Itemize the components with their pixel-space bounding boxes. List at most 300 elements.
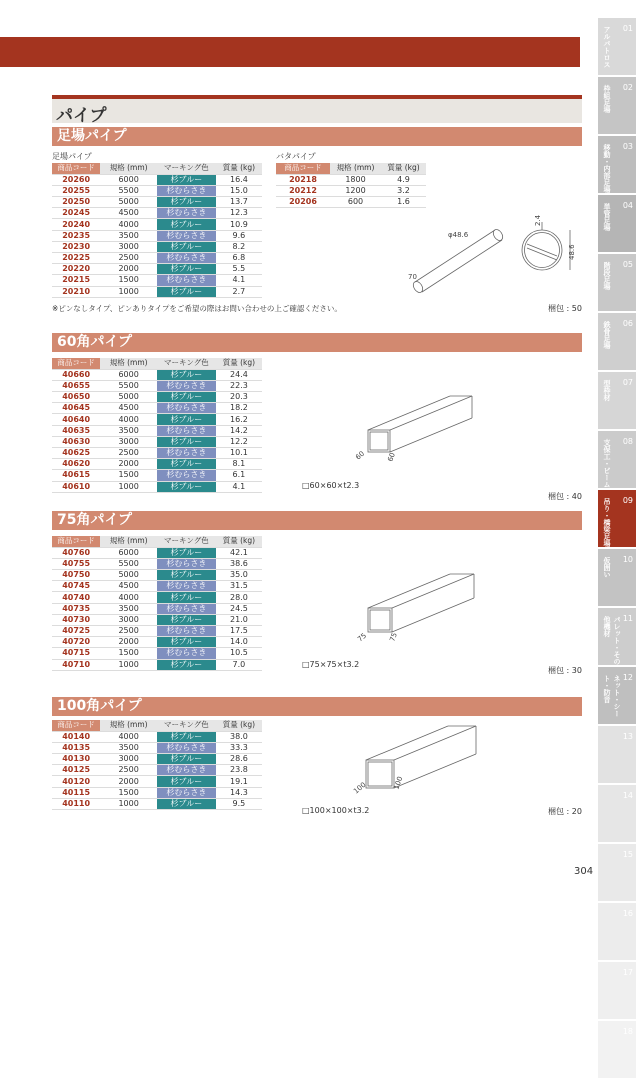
cell-mark: 杉むらさき [157, 470, 216, 481]
pipe-100-drawing [350, 720, 480, 805]
cell-weight: 24.5 [216, 603, 262, 614]
cell-weight: 1.6 [381, 197, 426, 208]
cell-mark: 杉むらさき [157, 253, 216, 264]
header-size: 規格 (mm) [100, 358, 157, 369]
cell-mark: 杉ブルー [157, 436, 216, 447]
cell-size: 4500 [100, 208, 157, 219]
cell-weight: 19.1 [216, 776, 262, 787]
cell-weight: 2.7 [216, 286, 262, 297]
cell-weight: 5.5 [216, 264, 262, 275]
bata-pipe-table [276, 163, 426, 208]
chapter-tab-number: 12 [622, 673, 633, 682]
chapter-tab-04[interactable] [598, 195, 636, 254]
cell-size: 3000 [100, 614, 157, 625]
header-code: 商品コード [52, 536, 100, 547]
cell-weight: 38.6 [216, 558, 262, 569]
cell-weight: 23.8 [216, 765, 262, 776]
cell-mark: 杉ブルー [157, 174, 216, 185]
cell-code: 20212 [276, 185, 330, 196]
cell-weight: 42.1 [216, 547, 262, 558]
table-row [52, 742, 262, 753]
table-row [52, 614, 262, 625]
table-row [52, 197, 262, 208]
bata-table-label: バタパイプ [276, 152, 316, 161]
cell-code: 20250 [52, 197, 100, 208]
cell-size: 1000 [100, 798, 157, 809]
cell-code: 40125 [52, 765, 100, 776]
table-row [52, 481, 262, 492]
chapter-tab-label: 単管足場 [603, 203, 611, 231]
cell-weight: 10.1 [216, 448, 262, 459]
table-row [52, 425, 262, 436]
table-header-row [52, 163, 262, 174]
cell-size: 600 [330, 197, 381, 208]
table-row [52, 754, 262, 765]
section-heading-75: 75角パイプ [52, 511, 582, 530]
cell-code: 40615 [52, 470, 100, 481]
cell-mark: 杉ブルー [157, 197, 216, 208]
cell-mark: 杉ブルー [157, 614, 216, 625]
chapter-tab-16[interactable] [598, 903, 636, 962]
cell-size: 3500 [100, 425, 157, 436]
cell-weight: 9.5 [216, 798, 262, 809]
chapter-tab-number: 11 [622, 614, 633, 623]
pipe-60-table [52, 358, 262, 493]
cell-size: 3500 [100, 230, 157, 241]
chapter-tab-label: 仮囲い [603, 557, 611, 578]
cell-code: 20260 [52, 174, 100, 185]
header-code: 商品コード [276, 163, 330, 174]
pipe-100-d1: 100 [352, 780, 368, 796]
cell-mark: 杉ブルー [157, 659, 216, 670]
table-row [52, 414, 262, 425]
cell-mark: 杉むらさき [157, 765, 216, 776]
chapter-tab-05[interactable] [598, 254, 636, 313]
chapter-tab-03[interactable] [598, 136, 636, 195]
cell-mark: 杉ブルー [157, 392, 216, 403]
header-mark: マーキング色 [157, 358, 216, 369]
chapter-tab-number: 10 [622, 555, 633, 564]
cell-code: 40610 [52, 481, 100, 492]
cell-size: 3500 [100, 603, 157, 614]
chapter-tab-number: 01 [622, 24, 633, 33]
pipe-75-spec: □75×75×t3.2 [302, 660, 360, 669]
cell-size: 6000 [100, 547, 157, 558]
cell-weight: 4.1 [216, 481, 262, 492]
cell-code: 40750 [52, 570, 100, 581]
chapter-tab-label: 吊り・橋梁足場 [603, 498, 611, 547]
cell-size: 1500 [100, 275, 157, 286]
cell-size: 5500 [100, 380, 157, 391]
top-bar [0, 37, 580, 67]
cell-code: 20245 [52, 208, 100, 219]
cell-weight: 14.0 [216, 637, 262, 648]
cell-mark: 杉ブルー [157, 459, 216, 470]
table-row [52, 208, 262, 219]
cell-size: 1200 [330, 185, 381, 196]
table-row [276, 185, 426, 196]
chapter-tab-number: 14 [622, 791, 633, 800]
cell-weight: 38.0 [216, 731, 262, 742]
pipe-75-d2: 75 [388, 631, 399, 643]
table-row [52, 592, 262, 603]
table-header-row [52, 358, 262, 369]
cell-code: 20210 [52, 286, 100, 297]
chapter-tab-number: 17 [622, 968, 633, 977]
pipe-100-pack: 梱包 : 20 [548, 807, 582, 816]
chapter-tab-18[interactable] [598, 1021, 636, 1080]
cell-size: 4000 [100, 414, 157, 425]
chapter-tab-number: 06 [622, 319, 633, 328]
table-row [52, 230, 262, 241]
cell-code: 20225 [52, 253, 100, 264]
cell-mark: 杉ブルー [157, 286, 216, 297]
table-row [52, 253, 262, 264]
cell-code: 40135 [52, 742, 100, 753]
cell-size: 2000 [100, 264, 157, 275]
chapter-tab-label: 型枠材 [603, 380, 611, 401]
chapter-tab-number: 04 [622, 201, 633, 210]
cell-weight: 8.1 [216, 459, 262, 470]
chapter-tab-15[interactable] [598, 844, 636, 903]
header-code: 商品コード [52, 720, 100, 731]
header-mark: マーキング色 [157, 720, 216, 731]
chapter-tab-10[interactable] [598, 549, 636, 608]
pipe-60-drawing [350, 390, 480, 470]
cell-size: 5000 [100, 570, 157, 581]
cell-code: 40745 [52, 581, 100, 592]
cell-code: 40660 [52, 369, 100, 380]
section-heading-100: 100角パイプ [52, 697, 582, 716]
pipe-75-pack: 梱包 : 30 [548, 666, 582, 675]
dim-w: 48.6 [568, 244, 576, 260]
cell-weight: 14.3 [216, 787, 262, 798]
table-row [52, 470, 262, 481]
cell-mark: 杉ブルー [157, 798, 216, 809]
pipe-100-spec: □100×100×t3.2 [302, 806, 370, 815]
cell-code: 40120 [52, 776, 100, 787]
cell-weight: 33.3 [216, 742, 262, 753]
cell-size: 2500 [100, 765, 157, 776]
header-weight: 質量 (kg) [216, 358, 262, 369]
cell-weight: 10.5 [216, 648, 262, 659]
cell-weight: 16.4 [216, 174, 262, 185]
pipe-75-table [52, 536, 262, 671]
cell-mark: 杉ブルー [157, 241, 216, 252]
cell-mark: 杉ブルー [157, 637, 216, 648]
table-header-row [276, 163, 426, 174]
cell-code: 40730 [52, 614, 100, 625]
cell-weight: 4.1 [216, 275, 262, 286]
cell-mark: 杉むらさき [157, 425, 216, 436]
cell-code: 40720 [52, 637, 100, 648]
cell-code: 40725 [52, 626, 100, 637]
pipe-100-d2: 100 [392, 775, 405, 791]
table-row [52, 603, 262, 614]
table-row [52, 547, 262, 558]
cell-code: 20255 [52, 185, 100, 196]
table-row [52, 286, 262, 297]
cell-code: 40645 [52, 403, 100, 414]
table-row [52, 765, 262, 776]
dim-len: 70 [408, 273, 417, 281]
cell-weight: 8.2 [216, 241, 262, 252]
cell-mark: 杉ブルー [157, 547, 216, 558]
header-weight: 質量 (kg) [381, 163, 426, 174]
chapter-tabs [598, 18, 636, 1080]
table-row [52, 185, 262, 196]
header-weight: 質量 (kg) [216, 536, 262, 547]
chapter-tab-12[interactable] [598, 667, 636, 726]
scaffold-note: ※ピンなしタイプ、ピンありタイプをご希望の際はお問い合わせの上ご確認ください。 [52, 304, 342, 313]
cell-code: 40735 [52, 603, 100, 614]
page-number: 304 [574, 866, 594, 877]
table-row [52, 787, 262, 798]
cell-weight: 31.5 [216, 581, 262, 592]
chapter-tab-01[interactable] [598, 18, 636, 77]
cell-weight: 6.1 [216, 470, 262, 481]
chapter-tab-09[interactable] [598, 490, 636, 549]
cell-weight: 14.2 [216, 425, 262, 436]
table-row [52, 581, 262, 592]
cell-weight: 28.0 [216, 592, 262, 603]
cell-weight: 24.4 [216, 369, 262, 380]
header-code: 商品コード [52, 358, 100, 369]
cell-code: 40755 [52, 558, 100, 569]
cell-weight: 9.6 [216, 230, 262, 241]
chapter-tab-08[interactable] [598, 431, 636, 490]
header-size: 規格 (mm) [100, 720, 157, 731]
page-title-bar [52, 95, 582, 126]
chapter-tab-label: ネット・シート・防音 [603, 675, 621, 717]
cell-code: 20230 [52, 241, 100, 252]
chapter-tab-02[interactable] [598, 77, 636, 136]
cell-size: 3500 [100, 742, 157, 753]
cell-code: 40625 [52, 448, 100, 459]
header-size: 規格 (mm) [330, 163, 381, 174]
chapter-tab-14[interactable] [598, 785, 636, 844]
header-mark: マーキング色 [157, 163, 216, 174]
cell-code: 20206 [276, 197, 330, 208]
cell-weight: 28.6 [216, 754, 262, 765]
cell-mark: 杉むらさき [157, 380, 216, 391]
chapter-tab-13[interactable] [598, 726, 636, 785]
table-row [52, 369, 262, 380]
chapter-tab-number: 09 [622, 496, 633, 505]
cell-size: 4500 [100, 403, 157, 414]
chapter-tab-number: 16 [622, 909, 633, 918]
cell-mark: 杉ブルー [157, 414, 216, 425]
cell-code: 40715 [52, 648, 100, 659]
cell-weight: 18.2 [216, 403, 262, 414]
cell-mark: 杉むらさき [157, 787, 216, 798]
cell-weight: 21.0 [216, 614, 262, 625]
cell-size: 2000 [100, 776, 157, 787]
chapter-tab-label: 階段足場 [603, 262, 611, 290]
table-row [52, 174, 262, 185]
header-mark: マーキング色 [157, 536, 216, 547]
cell-mark: 杉むらさき [157, 208, 216, 219]
cell-size: 5500 [100, 185, 157, 196]
cell-code: 40640 [52, 414, 100, 425]
cell-mark: 杉ブルー [157, 369, 216, 380]
table-row [52, 380, 262, 391]
table-header-row [52, 536, 262, 547]
cell-size: 3000 [100, 436, 157, 447]
header-size: 規格 (mm) [100, 163, 157, 174]
table-row [52, 731, 262, 742]
cell-weight: 16.2 [216, 414, 262, 425]
header-weight: 質量 (kg) [216, 720, 262, 731]
cell-code: 20235 [52, 230, 100, 241]
cell-size: 1000 [100, 286, 157, 297]
cell-size: 1000 [100, 481, 157, 492]
cell-mark: 杉むらさき [157, 558, 216, 569]
table-row [52, 403, 262, 414]
pipe-60-d2: 60 [386, 451, 397, 463]
cell-weight: 20.3 [216, 392, 262, 403]
cell-code: 40655 [52, 380, 100, 391]
table-row [52, 776, 262, 787]
cell-code: 40635 [52, 425, 100, 436]
pipe-60-pack: 梱包 : 40 [548, 492, 582, 501]
table-row [52, 648, 262, 659]
chapter-tab-number: 18 [622, 1027, 633, 1036]
scaffold-table-label: 足場パイプ [52, 152, 92, 161]
cell-weight: 6.8 [216, 253, 262, 264]
table-row [52, 436, 262, 447]
cell-size: 6000 [100, 369, 157, 380]
chapter-tab-number: 13 [622, 732, 633, 741]
cell-size: 1800 [330, 174, 381, 185]
table-row [52, 241, 262, 252]
cell-code: 40110 [52, 798, 100, 809]
cell-mark: 杉むらさき [157, 230, 216, 241]
cell-mark: 杉ブルー [157, 754, 216, 765]
cell-mark: 杉むらさき [157, 603, 216, 614]
table-row [52, 264, 262, 275]
cell-weight: 7.0 [216, 659, 262, 670]
dim-dia: φ48.6 [448, 231, 469, 239]
chapter-tab-number: 05 [622, 260, 633, 269]
cell-size: 1000 [100, 659, 157, 670]
cell-weight: 12.2 [216, 436, 262, 447]
cell-code: 40760 [52, 547, 100, 558]
cell-code: 40630 [52, 436, 100, 447]
cell-code: 20240 [52, 219, 100, 230]
cell-size: 2500 [100, 448, 157, 459]
chapter-tab-06[interactable] [598, 313, 636, 372]
cell-code: 40650 [52, 392, 100, 403]
table-row [52, 219, 262, 230]
chapter-tab-label: 支保工・ビーム [603, 439, 611, 488]
chapter-tab-number: 08 [622, 437, 633, 446]
cell-mark: 杉むらさき [157, 648, 216, 659]
chapter-tab-label: 移動・内部足場 [603, 144, 611, 193]
cell-mark: 杉むらさき [157, 448, 216, 459]
cell-size: 2500 [100, 253, 157, 264]
cell-weight: 17.5 [216, 626, 262, 637]
chapter-tab-label: 枠組足場 [603, 85, 611, 113]
chapter-tab-07[interactable] [598, 372, 636, 431]
cell-mark: 杉ブルー [157, 481, 216, 492]
chapter-tab-17[interactable] [598, 962, 636, 1021]
cell-code: 20220 [52, 264, 100, 275]
header-weight: 質量 (kg) [216, 163, 262, 174]
chapter-tab-11[interactable] [598, 608, 636, 667]
cell-weight: 15.0 [216, 185, 262, 196]
cell-size: 3000 [100, 754, 157, 765]
table-row [52, 558, 262, 569]
cell-size: 4000 [100, 592, 157, 603]
cell-mark: 杉むらさき [157, 275, 216, 286]
cell-size: 5000 [100, 197, 157, 208]
cell-code: 40140 [52, 731, 100, 742]
table-header-row [52, 720, 262, 731]
table-row [52, 448, 262, 459]
cell-mark: 杉ブルー [157, 570, 216, 581]
dim-t: 2.4 [534, 214, 542, 226]
table-row [276, 174, 426, 185]
pipe-100-table [52, 720, 262, 810]
table-row [52, 637, 262, 648]
cell-size: 4500 [100, 581, 157, 592]
table-row [52, 659, 262, 670]
chapter-tab-label: 鉄骨足場 [603, 321, 611, 349]
cell-code: 20218 [276, 174, 330, 185]
cell-weight: 10.9 [216, 219, 262, 230]
section-heading-60: 60角パイプ [52, 333, 582, 352]
cell-code: 40710 [52, 659, 100, 670]
table-row [276, 197, 426, 208]
cell-size: 1500 [100, 470, 157, 481]
cell-code: 20215 [52, 275, 100, 286]
section-heading-scaffold: 足場パイプ [52, 127, 582, 146]
cell-weight: 22.3 [216, 380, 262, 391]
chapter-tab-label: アルバトロス [603, 26, 611, 68]
header-size: 規格 (mm) [100, 536, 157, 547]
chapter-tab-number: 02 [622, 83, 633, 92]
cell-weight: 12.3 [216, 208, 262, 219]
cell-mark: 杉むらさき [157, 742, 216, 753]
cell-mark: 杉ブルー [157, 776, 216, 787]
cell-size: 5000 [100, 392, 157, 403]
scaffold-pack: 梱包 : 50 [548, 304, 582, 313]
cell-mark: 杉むらさき [157, 581, 216, 592]
table-row [52, 275, 262, 286]
chapter-tab-label: パレット・その他機材 [603, 616, 621, 665]
cell-code: 40115 [52, 787, 100, 798]
cell-mark: 杉ブルー [157, 219, 216, 230]
chapter-tab-number: 07 [622, 378, 633, 387]
cell-mark: 杉むらさき [157, 185, 216, 196]
cell-size: 1500 [100, 787, 157, 798]
cell-size: 4000 [100, 219, 157, 230]
scaffold-pipe-table [52, 163, 262, 298]
cell-mark: 杉むらさき [157, 403, 216, 414]
table-row [52, 626, 262, 637]
cell-size: 6000 [100, 174, 157, 185]
cell-size: 2500 [100, 626, 157, 637]
cell-weight: 4.9 [381, 174, 426, 185]
cell-code: 40620 [52, 459, 100, 470]
cell-code: 40130 [52, 754, 100, 765]
pipe-75-drawing [350, 570, 480, 650]
cell-mark: 杉ブルー [157, 592, 216, 603]
cell-size: 5500 [100, 558, 157, 569]
table-row [52, 798, 262, 809]
scaffold-pipe-drawing [400, 210, 580, 305]
